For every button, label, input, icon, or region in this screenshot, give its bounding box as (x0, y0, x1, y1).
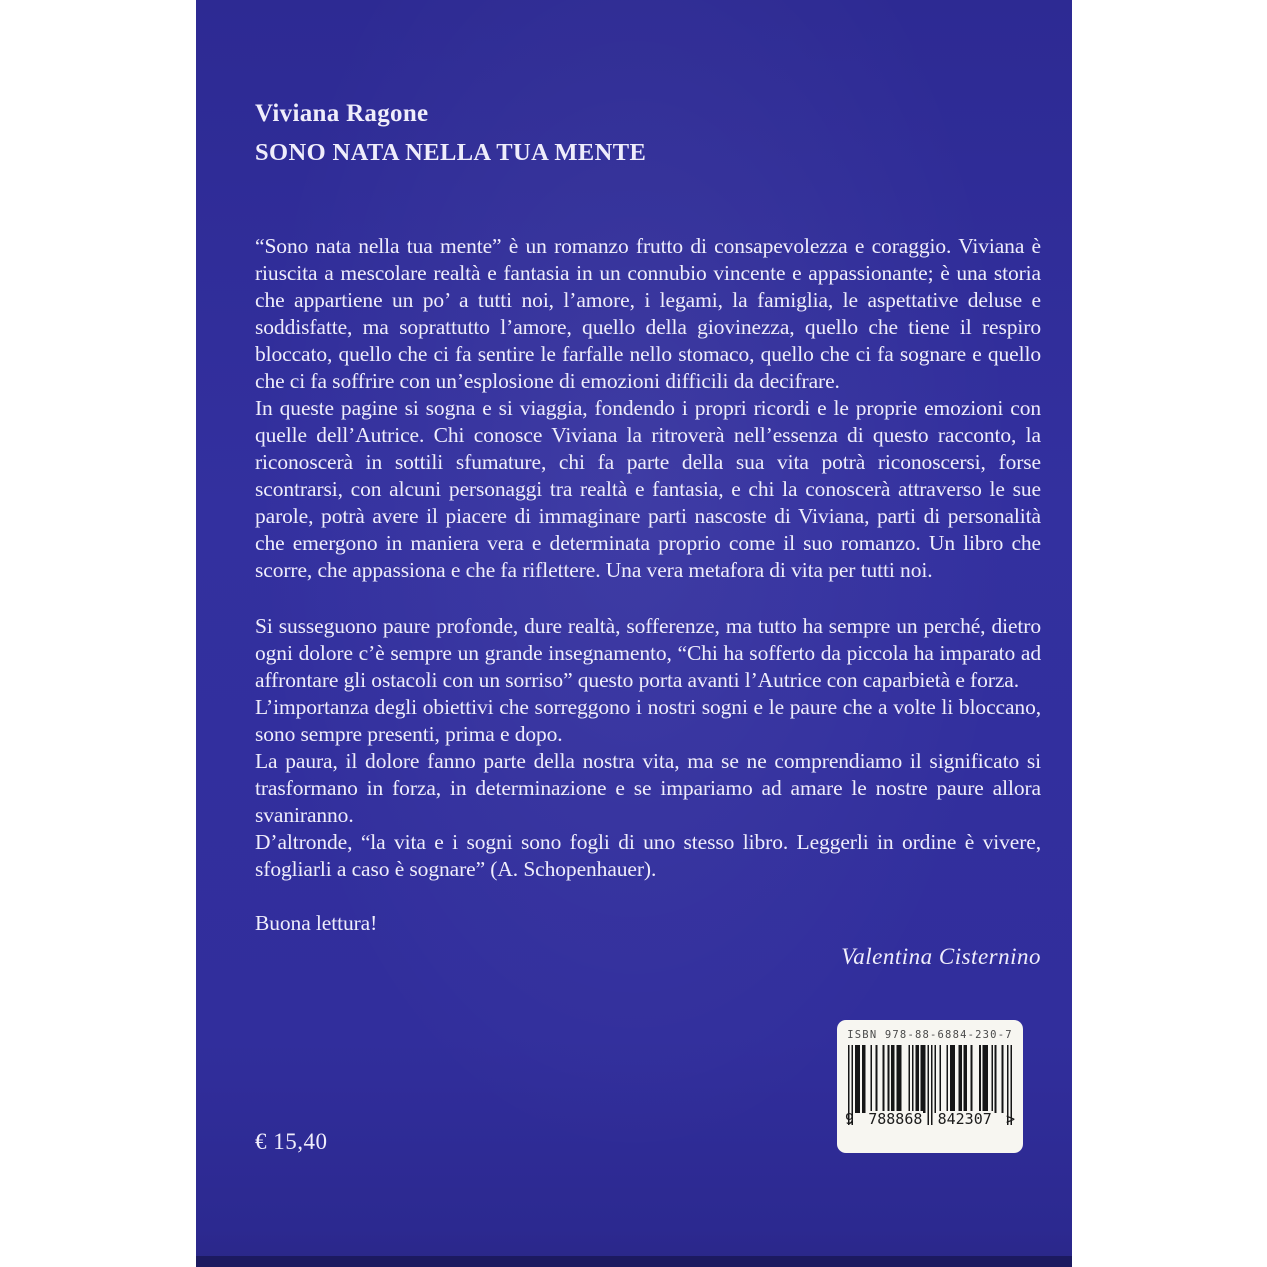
blurb-paragraph: “Sono nata nella tua mente” è un romanzo frutto di consapevolezza e coraggio. Viviana è riuscita a mescolare realtà e fantasia in un connubio vincente e appassionante; è una storia che appartiene un po’ a tutti noi, l’amore, i legami, la famiglia, le aspettative deluse e soddisfatte, ma soprattutto l’amore, quello della giovinezza, quello che tiene il respiro bloccato, quello che ci fa sentire le farfalle nello stomaco, quello che ci fa sognare e quello che ci fa soffrire con un’esplosione di emozioni difficili da decifrare. (255, 234, 1041, 393)
blurb-paragraph: In queste pagine si sogna e si viaggia, fondendo i propri ricordi e le proprie emozioni con quelle dell’Autrice. Chi conosce Viviana la ritroverà nell’essenza di questo racconto, la riconoscerà in sottili sfumature, chi fa parte della sua vita potrà riconoscersi, forse scontrarsi, con alcuni personaggi tra realtà e fantasia, e chi la conoscerà attraverso le sue parole, potrà avere il piacere di immaginare parti nascoste di Viviana, parti di personalità che emergono in maniera vera e determinata proprio come il suo romanzo. Un libro che scorre, che appassiona e che fa riflettere. Una vera metafora di vita per tutti noi. (255, 396, 1041, 582)
book-back-cover (196, 0, 1072, 1267)
blurb (255, 233, 1041, 937)
barcode-digit-group2: 842307 (937, 1110, 992, 1128)
cover-bottom-edge (196, 1256, 1072, 1267)
blurb-paragraph: La paura, il dolore fanno parte della nostra vita, ma se ne comprendiamo il significato si trasformano in forza, in determinazione e se impariamo ad amare le nostre paure allora svaniranno. (255, 749, 1041, 827)
reviewer-signature: Valentina Cisternino (841, 944, 1041, 969)
blurb-paragraph: Si susseguono paure profonde, dure realtà, sofferenze, ma tutto ha sempre un perché, dietro ogni dolore c’è sempre un grande insegnamento, “Chi ha sofferto da piccola ha imparato ad affrontare gli ostacoli con un sorriso” questo porta avanti l’Autrice con caparbietà e forza. (255, 614, 1041, 692)
author-name: Viviana Ragone (255, 100, 429, 127)
blurb-paragraph: D’altronde, “la vita e i sogni sono fogli di uno stesso libro. Leggerli in ordine è vivere, sfogliarli a caso è sognare” (A. Schopenhauer). (255, 830, 1041, 881)
barcode-digit-suffix: > (1005, 1110, 1015, 1128)
barcode-digits (845, 1111, 1015, 1127)
blurb-paragraph: L’importanza degli obiettivi che sorreggono i nostri sogni e le paure che a volte li bloccano, sono sempre presenti, prima e dopo. (255, 695, 1041, 746)
cover-text-block (255, 0, 1041, 970)
book-title: SONO NATA NELLA TUA MENTE (255, 139, 647, 166)
isbn-barcode-label (837, 1020, 1023, 1153)
closing-line: Buona lettura! (255, 911, 378, 935)
isbn-number: ISBN 978-88-6884-230-7 (847, 1029, 1013, 1041)
price-label: € 15,40 (255, 1129, 328, 1154)
barcode-digit-prefix: 9 (845, 1110, 855, 1128)
barcode-digit-group1: 788868 (868, 1110, 923, 1128)
